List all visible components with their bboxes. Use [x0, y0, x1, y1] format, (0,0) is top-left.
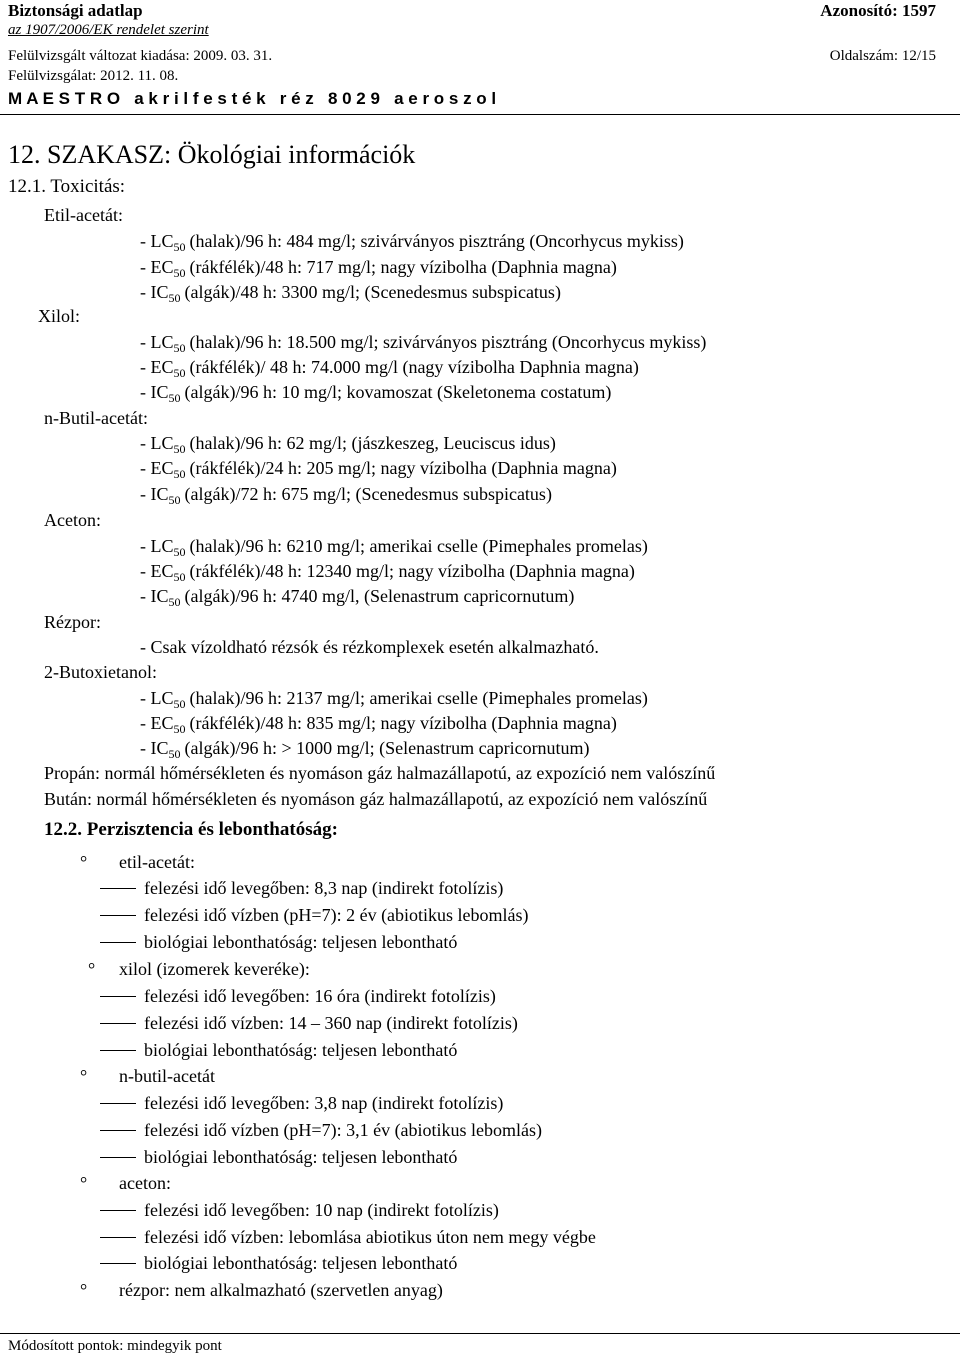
persistence-substance: etil-acetát: — [119, 852, 195, 872]
measure-value: (algák)/48 h: 3300 mg/l; (Scenedesmus subspicatus) — [184, 282, 561, 302]
toxicity-line — [140, 586, 574, 607]
persistence-item — [100, 1253, 457, 1274]
toxicity-line — [140, 257, 617, 278]
persistence-item — [100, 1120, 542, 1141]
measure-type: - EC — [140, 257, 174, 277]
dash-icon — [100, 1050, 136, 1051]
measure-type: - LC — [140, 231, 174, 251]
persistence-item — [100, 986, 496, 1007]
measure-type: - EC — [140, 713, 174, 733]
toxicity-line — [140, 738, 590, 759]
measure-type: - IC — [140, 586, 169, 606]
measure-type: - Csak vízoldható rézsók és rézkomplexek esetén alkalmazható. — [140, 637, 599, 657]
measure-type: - IC — [140, 382, 169, 402]
dash-icon — [100, 942, 136, 943]
toxicity-line — [140, 458, 617, 479]
persistence-text: biológiai lebonthatóság: teljesen lebontható — [144, 932, 458, 952]
toxicity-line — [140, 561, 635, 582]
dash-icon — [100, 1130, 136, 1131]
toxicity-line — [140, 484, 552, 505]
product-name: M A E S T R O a k r i l f e s t é k r é z 8 0 2 9 a e r o s z o l — [8, 89, 497, 108]
measure-subscript: 50 — [173, 697, 186, 711]
measure-type: - EC — [140, 561, 174, 581]
persistence-item — [100, 1227, 596, 1248]
measure-value: (rákfélék)/48 h: 717 mg/l; nagy vízibolha (Daphnia magna) — [189, 257, 617, 277]
measure-subscript: 50 — [168, 595, 181, 609]
dash-icon — [100, 996, 136, 997]
persistence-item — [100, 1040, 457, 1061]
measure-subscript: 50 — [173, 570, 186, 584]
persistence-text: felezési idő levegőben: 3,8 nap (indirekt fotolízis) — [144, 1093, 504, 1113]
toxicity-line — [140, 433, 556, 454]
persistence-substance: aceton: — [119, 1173, 171, 1193]
dash-icon — [100, 1263, 136, 1264]
measure-type: - IC — [140, 484, 169, 504]
measure-subscript: 50 — [168, 291, 181, 305]
persistence-substance: rézpor: nem alkalmazható (szervetlen anyag) — [119, 1280, 443, 1300]
toxicity-line — [140, 713, 617, 734]
toxicity-line — [140, 688, 648, 709]
revised-edition: Felülvizsgált változat kiadása: 2009. 03. 31. — [8, 48, 273, 64]
persistence-text: biológiai lebonthatóság: teljesen lebontható — [144, 1040, 458, 1060]
measure-value: (rákfélék)/48 h: 12340 mg/l; nagy vízibolha (Daphnia magna) — [189, 561, 635, 581]
substance-name: n-Butil-acetát: — [44, 408, 148, 428]
substance-name: Aceton: — [44, 510, 101, 530]
persistence-text: biológiai lebonthatóság: teljesen lebontható — [144, 1147, 458, 1167]
bullet-icon: ° — [88, 959, 96, 979]
substance-name: Etil-acetát: — [44, 205, 123, 225]
measure-value: (algák)/96 h: 10 mg/l; kovamoszat (Skeletonema costatum) — [184, 382, 612, 402]
section-title: 12. SZAKASZ: Ökológiai információk — [8, 140, 416, 169]
measure-subscript: 50 — [168, 391, 181, 405]
measure-value: (rákfélék)/24 h: 205 mg/l; nagy vízibolha (Daphnia magna) — [189, 458, 617, 478]
measure-value: (rákfélék)/ 48 h: 74.000 mg/l (nagy vízibolha Daphnia magna) — [189, 357, 639, 377]
dash-icon — [100, 915, 136, 916]
measure-subscript: 50 — [173, 341, 186, 355]
page-number: Oldalszám: 12/15 — [829, 48, 936, 64]
persistence-item — [100, 932, 457, 953]
dash-icon — [100, 1210, 136, 1211]
measure-value: (rákfélék)/48 h: 835 mg/l; nagy vízibolha (Daphnia magna) — [189, 713, 617, 733]
measure-subscript: 50 — [173, 366, 186, 380]
bullet-icon: ° — [80, 1280, 88, 1300]
measure-subscript: 50 — [173, 442, 186, 456]
persistence-item — [100, 1147, 457, 1168]
measure-value: (halak)/96 h: 2137 mg/l; amerikai cselle (Pimephales promelas) — [189, 688, 648, 708]
measure-subscript: 50 — [173, 240, 186, 254]
measure-subscript: 50 — [168, 493, 181, 507]
regulation-reference: az 1907/2006/EK rendelet szerint — [8, 22, 209, 38]
toxicity-line — [140, 357, 639, 378]
measure-value: (algák)/96 h: 4740 mg/l, (Selenastrum capricornutum) — [184, 586, 575, 606]
document-id: Azonosító: 1597 — [820, 1, 936, 20]
measure-type: - LC — [140, 536, 174, 556]
measure-value: (halak)/96 h: 18.500 mg/l; szivárványos pisztráng (Oncorhycus mykiss) — [189, 332, 707, 352]
measure-value: (algák)/96 h: > 1000 mg/l; (Selenastrum capricornutum) — [184, 738, 590, 758]
dash-icon — [100, 888, 136, 889]
persistence-substance: xilol (izomerek keveréke): — [119, 959, 310, 979]
header-divider — [0, 114, 960, 115]
toxicity-line — [140, 332, 706, 353]
measure-type: - IC — [140, 282, 169, 302]
toxicity-line — [140, 637, 599, 658]
footer-divider — [0, 1333, 960, 1334]
bullet-icon: ° — [80, 1173, 88, 1193]
persistence-text: felezési idő vízben: 14 – 360 nap (indirekt fotolízis) — [144, 1013, 518, 1033]
persistence-title: 12.2. Perzisztencia és lebonthatóság: — [44, 819, 338, 840]
revision-date: Felülvizsgálat: 2012. 11. 08. — [8, 68, 179, 84]
measure-subscript: 50 — [173, 467, 186, 481]
bullet-icon: ° — [80, 852, 88, 872]
document-title: Biztonsági adatlap — [8, 1, 143, 20]
measure-type: - LC — [140, 332, 174, 352]
persistence-text: felezési idő vízben: lebomlása abiotikus úton nem megy végbe — [144, 1227, 596, 1247]
measure-value: (algák)/72 h: 675 mg/l; (Scenedesmus subspicatus) — [184, 484, 552, 504]
persistence-text: felezési idő levegőben: 8,3 nap (indirekt fotolízis) — [144, 878, 504, 898]
measure-type: - EC — [140, 458, 174, 478]
substance-name: Xilol: — [38, 306, 81, 326]
substance-name: Rézpor: — [44, 612, 101, 632]
toxicity-line — [140, 282, 561, 303]
measure-type: - EC — [140, 357, 174, 377]
persistence-text: felezési idő levegőben: 16 óra (indirekt fotolízis) — [144, 986, 496, 1006]
measure-value: (halak)/96 h: 62 mg/l; (jászkeszeg, Leuciscus idus) — [189, 433, 556, 453]
substance-name: 2-Butoxietanol: — [44, 662, 157, 682]
persistence-text: biológiai lebonthatóság: teljesen lebontható — [144, 1253, 458, 1273]
measure-type: - IC — [140, 738, 169, 758]
toxicity-title: 12.1. Toxicitás: — [8, 176, 126, 197]
butan-note: Bután: normál hőmérsékleten és nyomáson gáz halmazállapotú, az expozíció nem valószínű — [44, 789, 708, 809]
propan-note: Propán: normál hőmérsékleten és nyomáson gáz halmazállapotú, az expozíció nem valószínű — [44, 763, 716, 783]
dash-icon — [100, 1157, 136, 1158]
measure-subscript: 50 — [173, 722, 186, 736]
persistence-item — [100, 1200, 499, 1221]
toxicity-line — [140, 231, 684, 252]
persistence-substance: n-butil-acetát — [119, 1066, 215, 1086]
persistence-text: felezési idő vízben (pH=7): 2 év (abiotikus lebomlás) — [144, 905, 529, 925]
measure-type: - LC — [140, 433, 174, 453]
footer-note: Módosított pontok: mindegyik pont — [8, 1338, 222, 1354]
measure-subscript: 50 — [168, 747, 181, 761]
persistence-text: felezési idő vízben (pH=7): 3,1 év (abiotikus lebomlás) — [144, 1120, 543, 1140]
measure-value: (halak)/96 h: 6210 mg/l; amerikai cselle (Pimephales promelas) — [189, 536, 648, 556]
dash-icon — [100, 1237, 136, 1238]
persistence-item — [100, 1013, 518, 1034]
bullet-icon: ° — [80, 1066, 88, 1086]
measure-value: (halak)/96 h: 484 mg/l; szivárványos pisztráng (Oncorhycus mykiss) — [189, 231, 684, 251]
measure-type: - LC — [140, 688, 174, 708]
persistence-item — [100, 1093, 503, 1114]
toxicity-line — [140, 382, 611, 403]
persistence-item — [100, 905, 529, 926]
persistence-text: felezési idő levegőben: 10 nap (indirekt fotolízis) — [144, 1200, 499, 1220]
measure-subscript: 50 — [173, 545, 186, 559]
persistence-item — [100, 878, 503, 899]
dash-icon — [100, 1023, 136, 1024]
dash-icon — [100, 1103, 136, 1104]
toxicity-line — [140, 536, 648, 557]
measure-subscript: 50 — [173, 266, 186, 280]
